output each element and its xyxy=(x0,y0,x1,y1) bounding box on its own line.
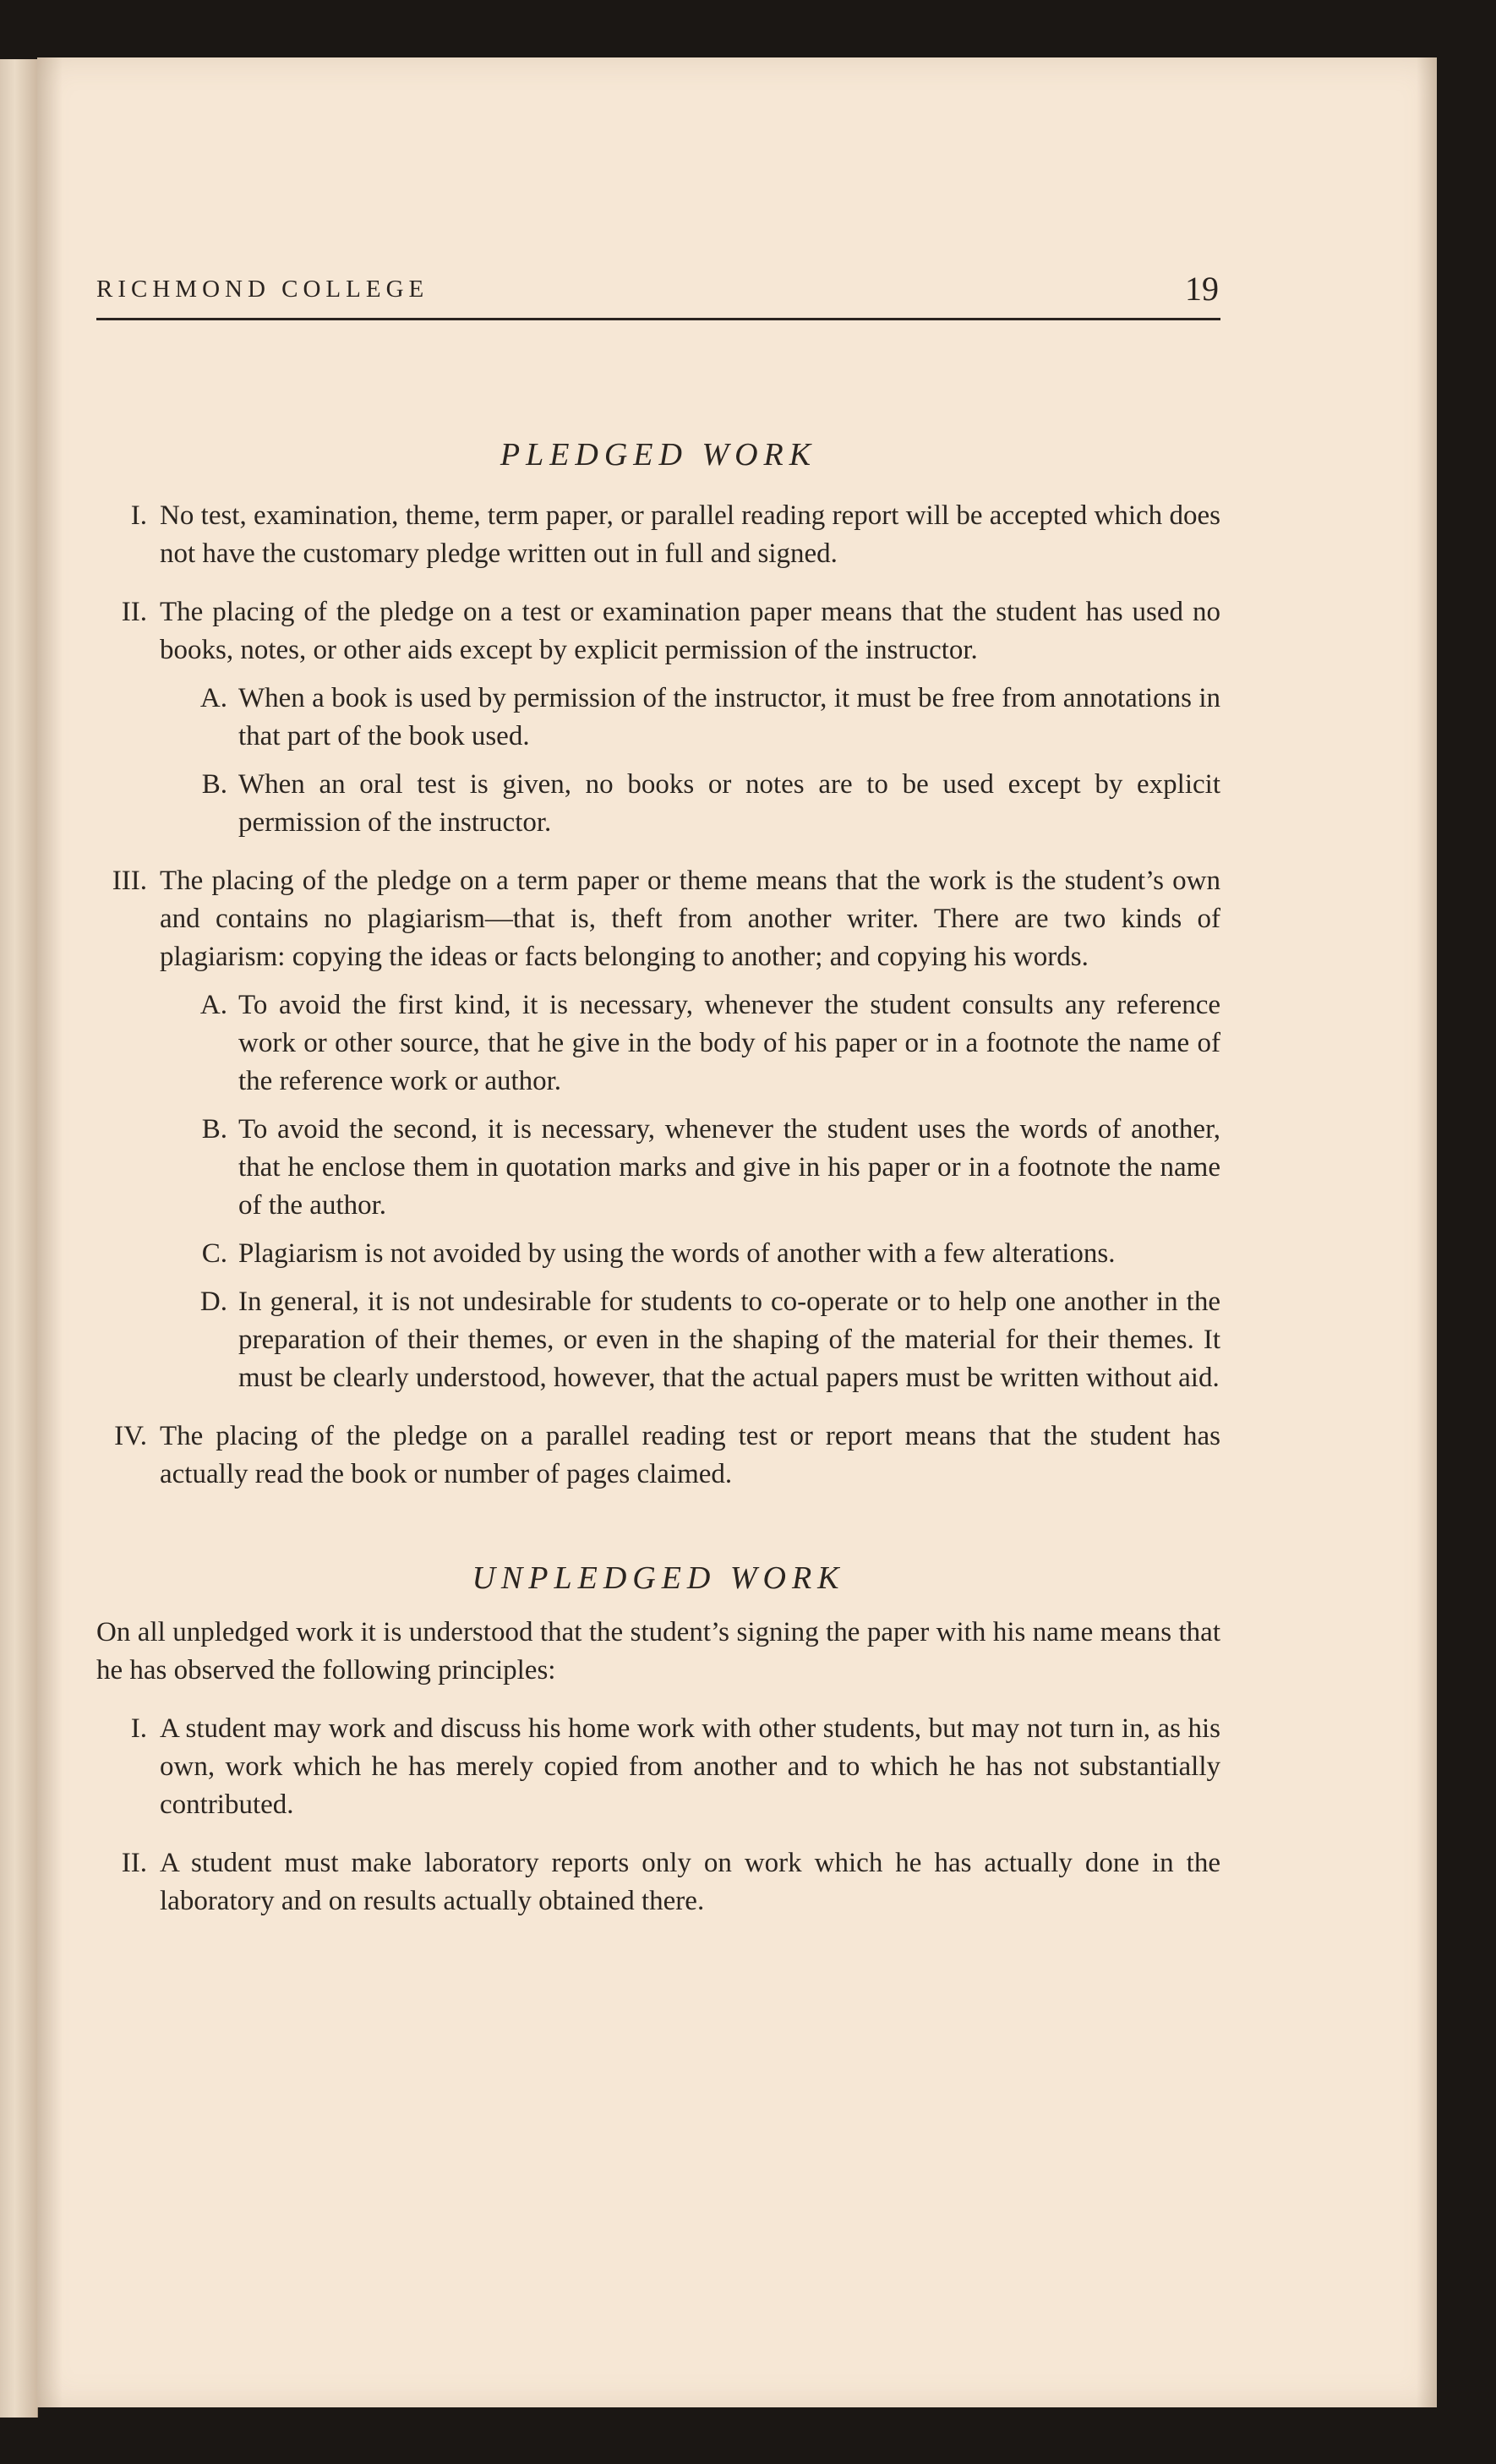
page-edge-shadow xyxy=(1417,57,1437,2407)
sub-item-text: In general, it is not undesirable for students to co-operate or to help one another in the preparation of their themes, or even in the shaping of the material for their themes. It must be clearly understood, however, that the actual papers must be written without aid. xyxy=(238,1287,1220,1393)
gutter-shadow xyxy=(37,57,63,2407)
pledged-item-2-sub-a xyxy=(96,680,1220,756)
sub-item-letter: A. xyxy=(199,990,227,1020)
sub-item-letter: B. xyxy=(201,1114,227,1145)
item-text: The placing of the pledge on a test or examination paper means that the student has used no books, notes, or other aids except by explicit permission of the instructor. xyxy=(160,597,1220,665)
pledged-item-3 xyxy=(96,862,1220,976)
item-number: I. xyxy=(130,1713,147,1744)
item-text: The placing of the pledge on a parallel reading test or report means that the student has actually read the book or number of pages claimed. xyxy=(160,1421,1220,1489)
item-text: The placing of the pledge on a term paper or theme means that the work is the student’s own and contains no plagiarism—that is, theft from another writer. There are two kinds of plagiarism: copying the ideas or facts belonging to another; and copying his words. xyxy=(160,866,1220,972)
page-content xyxy=(96,336,1220,1920)
sub-item-text: When an oral test is given, no books or notes are to be used except by explicit permission of the instructor. xyxy=(238,769,1220,838)
pledged-item-3-sub-c xyxy=(96,1235,1220,1273)
sub-item-letter: B. xyxy=(201,769,227,800)
sub-item-text: Plagiarism is not avoided by using the words of another with a few alterations. xyxy=(238,1238,1116,1269)
page-header xyxy=(96,267,1220,320)
item-number: IV. xyxy=(114,1421,147,1451)
pledged-item-3-sub-a xyxy=(96,986,1220,1101)
sub-item-text: When a book is used by permission of the instructor, it must be free from annotations in that part of the book used. xyxy=(238,683,1220,751)
item-number: I. xyxy=(130,500,147,531)
sub-item-letter: D. xyxy=(199,1287,227,1317)
item-number: III. xyxy=(112,866,147,896)
unpledged-item-1 xyxy=(96,1710,1220,1824)
pledged-work-title: PLEDGED WORK xyxy=(500,437,817,473)
unpledged-item-2 xyxy=(96,1844,1220,1920)
book-edge xyxy=(0,59,38,2418)
book-page xyxy=(37,57,1437,2407)
sub-item-letter: A. xyxy=(199,683,227,713)
running-head: RICHMOND COLLEGE xyxy=(96,276,429,303)
pledged-item-4 xyxy=(96,1418,1220,1494)
pledged-item-3-sub-d xyxy=(96,1283,1220,1397)
pledged-item-2-sub-b xyxy=(96,766,1220,842)
item-text: A student must make laboratory reports only on work which he has actually done in the laboratory and on results actually obtained there. xyxy=(160,1848,1220,1916)
item-text: A student may work and discuss his home work with other students, but may not turn in, as his own, work which he has merely copied from another and to which he has not substantially contributed. xyxy=(160,1713,1220,1820)
sub-item-letter: C. xyxy=(201,1238,227,1269)
pledged-item-2 xyxy=(96,593,1220,669)
pledged-item-1 xyxy=(96,497,1220,573)
unpledged-intro: On all unpledged work it is understood that the student’s signing the paper with his name means that he has observed the following principles: xyxy=(96,1617,1220,1685)
page-number: 19 xyxy=(1185,270,1219,308)
sub-item-text: To avoid the second, it is necessary, whenever the student uses the words of another, that he enclose them in quotation marks and give in his paper or in a footnote the name of the author. xyxy=(238,1114,1220,1221)
pledged-item-3-sub-b xyxy=(96,1111,1220,1225)
item-text: No test, examination, theme, term paper, or parallel reading report will be accepted which does not have the customary pledge written out in full and signed. xyxy=(160,500,1220,569)
sub-item-text: To avoid the first kind, it is necessary, whenever the student consults any reference work or other source, that he give in the body of his paper or in a footnote the name of the reference work or author. xyxy=(238,990,1220,1096)
item-number: II. xyxy=(121,597,147,627)
item-number: II. xyxy=(121,1848,147,1878)
unpledged-work-title: UNPLEDGED WORK xyxy=(472,1560,845,1596)
